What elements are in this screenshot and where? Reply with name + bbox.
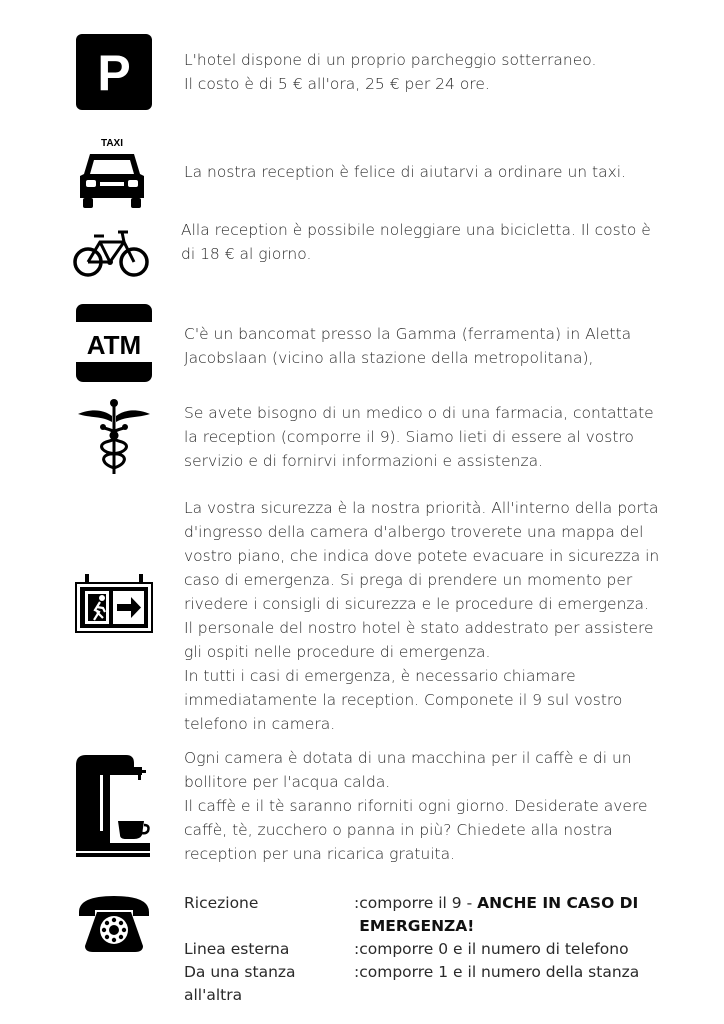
medical-line: la reception (comporre il 9). Siamo lieti di essere al vostro bbox=[184, 428, 634, 446]
safety-line: vostro piano, che indica dove potete evacuare in sicurezza in bbox=[184, 547, 660, 565]
emergency-exit-icon bbox=[75, 574, 153, 634]
atm-text bbox=[184, 322, 664, 370]
emergency-note: ANCHE IN CASO DI EMERGENZA! bbox=[359, 894, 639, 935]
phone-row-sep: : bbox=[354, 940, 360, 958]
safety-line: telefono in camera. bbox=[184, 715, 336, 733]
medical-text bbox=[184, 401, 664, 473]
phone-row-label: Da una stanza all'altra bbox=[184, 963, 296, 1004]
coffee-text bbox=[184, 746, 664, 866]
medical-line: Se avete bisogno di un medico o di una farmacia, contattate bbox=[184, 404, 654, 422]
phone-row-value-text: comporre il 9 - bbox=[359, 894, 478, 912]
phone-row-label: Ricezione bbox=[184, 894, 259, 912]
parking-icon bbox=[76, 34, 152, 110]
phone-row-value bbox=[359, 892, 654, 938]
atm-icon bbox=[76, 304, 152, 382]
phone-row-external bbox=[184, 938, 654, 961]
coffee-line: reception per una ricarica gratuita. bbox=[184, 845, 456, 863]
safety-line: immediatamente la reception. Componete il 9 sul vostro bbox=[184, 691, 623, 709]
phone-row-value: comporre 0 e il numero di telefono bbox=[359, 940, 629, 958]
bicycle-line: di 18 € al giorno. bbox=[181, 245, 312, 263]
safety-line: rivedere i consigli di sicurezza e le procedure di emergenza. bbox=[184, 595, 649, 613]
taxi-icon bbox=[76, 136, 148, 210]
coffee-line: bollitore per l'acqua calda. bbox=[184, 773, 391, 791]
safety-line: gli ospiti nelle procedure di emergenza. bbox=[184, 643, 491, 661]
safety-line: La vostra sicurezza è la nostra priorità. All'interno della porta bbox=[184, 499, 659, 517]
coffee-line: caffè, tè, zucchero o panna in più? Chiedete alla nostra bbox=[184, 821, 613, 839]
phone-row-label: Linea esterna bbox=[184, 940, 290, 958]
telephone-icon bbox=[75, 892, 153, 956]
taxi-sign: TAXI bbox=[100, 138, 124, 149]
atm-line: C'è un bancomat presso la Gamma (ferramenta) in Aletta bbox=[184, 325, 632, 343]
coffee-machine-icon bbox=[76, 755, 152, 857]
parking-line: Il costo è di 5 € all'ora, 25 € per 24 ore. bbox=[184, 75, 490, 93]
atm-sign: ATM bbox=[86, 330, 142, 360]
phone-row-value: comporre 1 e il numero della stanza bbox=[359, 963, 640, 981]
safety-line: d'ingresso della camera d'albergo troverete una mappa del bbox=[184, 523, 644, 541]
phone-row-reception bbox=[184, 892, 654, 938]
phone-row-room bbox=[184, 961, 654, 1007]
parking-text bbox=[184, 48, 664, 96]
atm-line: Jacobslaan (vicino alla stazione della metropolitana), bbox=[184, 349, 594, 367]
coffee-line: Il caffè e il tè saranno riforniti ogni giorno. Desiderate avere bbox=[184, 797, 648, 815]
phone-row-sep: : bbox=[354, 963, 360, 981]
parking-line: L'hotel dispone di un proprio parcheggio sotterraneo. bbox=[184, 51, 597, 69]
medical-line: servizio e di fornirvi informazioni e assistenza. bbox=[184, 452, 544, 470]
bicycle-line: Alla reception è possibile noleggiare una bicicletta. Il costo è bbox=[181, 221, 651, 239]
phone-row-sep: : bbox=[354, 894, 360, 912]
bicycle-icon bbox=[72, 228, 150, 278]
caduceus-icon bbox=[74, 398, 154, 476]
safety-line: caso di emergenza. Si prega di prendere un momento per bbox=[184, 571, 633, 589]
coffee-line: Ogni camera è dotata di una macchina per il caffè e di un bbox=[184, 749, 632, 767]
taxi-text: La nostra reception è felice di aiutarvi a ordinare un taxi. bbox=[184, 163, 627, 181]
safety-line: Il personale del nostro hotel è stato addestrato per assistere bbox=[184, 619, 654, 637]
parking-letter: P bbox=[97, 45, 131, 101]
safety-line: In tutti i casi di emergenza, è necessario chiamare bbox=[184, 667, 576, 685]
phone-directory bbox=[184, 892, 654, 1007]
bicycle-text bbox=[181, 218, 661, 266]
safety-text bbox=[184, 496, 664, 736]
